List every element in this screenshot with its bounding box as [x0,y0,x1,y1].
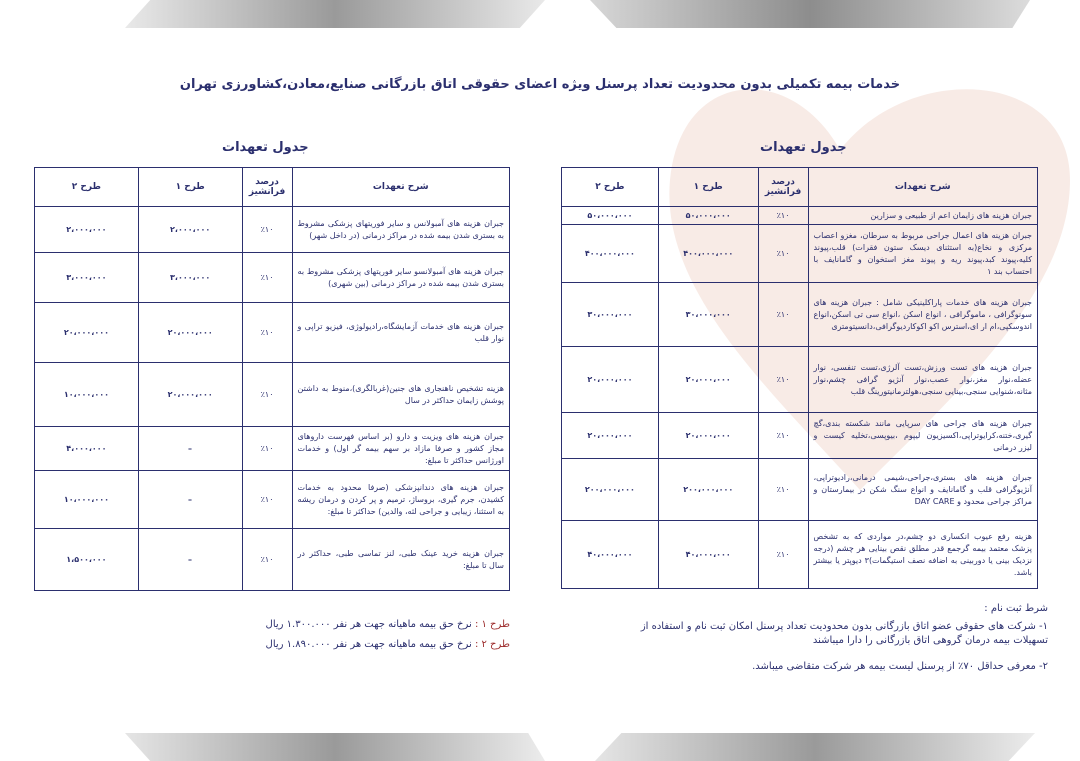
row-desc: هزینه تشخیص ناهنجاری های جنین(غربالگری)،منوط به داشتن پوشش زایمان حداکثر در سال [292,363,509,427]
row-franchise: ٪۱۰ [242,253,292,303]
left-table-heading: جدول تعهدات [222,140,309,155]
header-desc: شرح تعهدات [808,168,1037,207]
row-desc: جبران هزینه های آمبولانسو سایر فوریتهای پزشکی مشروط به بستری شدن بیمه شده در مراکز درمانی (بین شهری) [292,253,509,303]
registration-notes [640,602,1048,674]
row-plan1: ۳،۰۰۰،۰۰۰ [138,253,242,303]
bottom-right-band [595,733,1035,761]
right-table-heading: جدول تعهدات [760,140,847,155]
table-row [35,207,510,253]
header-franchise: درصد فرانشیز [758,168,808,207]
left-commitments-table [34,167,510,591]
plan-price-text: نرخ حق بیمه ماهیانه جهت هر نفر ۱.۳۰۰.۰۰۰ ریال [265,619,472,630]
table-row [35,427,510,471]
table-row [35,471,510,529]
row-plan1: ۲۰،۰۰۰،۰۰۰ [658,347,758,413]
row-plan1: ۲۰،۰۰۰،۰۰۰ [138,363,242,427]
row-plan1: ۵۰،۰۰۰،۰۰۰ [658,207,758,225]
row-franchise: ٪۱۰ [242,303,292,363]
table-header-row [562,168,1038,207]
row-franchise: ٪۱۰ [758,225,808,283]
table-row [35,303,510,363]
row-desc: جبران هزینه های دندانپزشکی (صرفا محدود به خدمات کشیدن، جرم گیری، بروساژ، ترمیم و پر کردن و درمان ریشه به استثنا، زیبایی و جراحی لثه، والدین) حداکثر تا مبلغ: [292,471,509,529]
header-plan1: طرح ۱ [138,168,242,207]
row-desc: جبران هزینه های خدمات آزمایشگاه،رادیولوژی، فیزیو تراپی و نوار قلب [292,303,509,363]
table-row [562,347,1038,413]
row-desc: جبران هزینه های آمبولانس و سایر فوریتهای پزشکی مشروط به بستری شدن بیمه شده در مراکز درمانی (در داخل شهر) [292,207,509,253]
table-row [562,413,1038,459]
row-franchise: ٪۱۰ [758,413,808,459]
registration-item-2: ۲- معرفی حداقل ۷۰٪ از پرسنل لیست بیمه هر شرکت متقاضی میباشد. [752,661,1048,672]
plan-price-text: نرخ حق بیمه ماهیانه جهت هر نفر ۱.۸۹۰.۰۰۰ ریال [265,639,472,650]
row-desc: جبران هزینه های اعمال جراحی مربوط به سرطان، مغزو اعصاب مرکزی و نخاع(به استثنای دیسک ستون فقرات) قلب،پیوند کلیه،پیوند کبد،پیوند ریه و پیوند مغز استخوان و گامانایف با احتساب بند ۱ [808,225,1037,283]
page-title: خدمات بیمه تکمیلی بدون محدودیت تعداد پرسنل ویژه اعضای حقوقی اتاق بازرگانی صنایع،معادن،کشاورزی تهران [179,77,901,92]
row-desc: جبران هزینه های جراحی های سرپایی مانند شکسته بندی،گچ گیری،ختنه،کرایوتراپی،اکسیزیون لیپوم ،بیوپسی،تخلیه کیست و لیزر درمانی [808,413,1037,459]
plan-price-2 [180,638,510,652]
row-plan2: ۴۰۰،۰۰۰،۰۰۰ [562,225,659,283]
table-header-row [35,168,510,207]
table-row [35,529,510,591]
row-plan1: – [138,427,242,471]
row-plan1: ۴۰۰،۰۰۰،۰۰۰ [658,225,758,283]
row-plan1: ۲،۰۰۰،۰۰۰ [138,207,242,253]
registration-item-1: ۱- شرکت های حقوقی عضو اتاق بازرگانی بدون محدودیت تعداد پرسنل امکان ثبت نام و استفاده از تسهیلات بیمه درمان گروهی اتاق بازرگانی را دارا میباشند [640,621,1048,646]
plan-label: طرح ۱ : [474,619,510,630]
row-franchise: ٪۱۰ [242,427,292,471]
row-franchise: ٪۱۰ [242,207,292,253]
table-row [35,363,510,427]
row-desc: جبران هزینه های تست ورزش،تست آلرژی،تست تنفسی، نوار عضله،نوار مغز،نوار عصب،نوار آنژیو گرافی چشم،نوار مثانه،شنوایی سنجی،بینایی سنجی،هولترمانیتورینگ قلب [808,347,1037,413]
top-left-band [125,0,545,28]
table-row [562,459,1038,521]
table-row [562,225,1038,283]
plan-label: طرح ۲ : [474,639,510,650]
row-franchise: ٪۱۰ [758,521,808,589]
header-plan2: طرح ۲ [35,168,139,207]
row-plan2: ۱،۵۰۰،۰۰۰ [35,529,139,591]
row-desc: جبران هزینه های زایمان اعم از طبیعی و سزارین [808,207,1037,225]
table-row [562,207,1038,225]
row-plan2: ۲۰،۰۰۰،۰۰۰ [562,413,659,459]
table-row [562,283,1038,347]
header-plan2: طرح ۲ [562,168,659,207]
row-plan2: ۵۰،۰۰۰،۰۰۰ [562,207,659,225]
row-plan2: ۳،۰۰۰،۰۰۰ [35,253,139,303]
row-plan2: ۲۰۰،۰۰۰،۰۰۰ [562,459,659,521]
row-franchise: ٪۱۰ [242,471,292,529]
row-plan1: ۲۰۰،۰۰۰،۰۰۰ [658,459,758,521]
header-plan1: طرح ۱ [658,168,758,207]
row-plan2: ۱۰،۰۰۰،۰۰۰ [35,471,139,529]
row-franchise: ٪۱۰ [758,459,808,521]
row-franchise: ٪۱۰ [758,207,808,225]
table-row [35,253,510,303]
row-plan1: – [138,471,242,529]
row-desc: جبران هزینه های بستری،جراحی،شیمی درمانی،رادیوتراپی، آنژیوگرافی قلب و گامانایف و انواع سنگ شکن در بیمارستان و مراکز جراحی محدود و DAY CARE [808,459,1037,521]
header-desc: شرح تعهدات [292,168,509,207]
row-plan1: ۳۰،۰۰۰،۰۰۰ [658,283,758,347]
row-franchise: ٪۱۰ [758,347,808,413]
row-plan2: ۲۰،۰۰۰،۰۰۰ [562,347,659,413]
table-row [562,521,1038,589]
row-desc: جبران هزینه های خدمات پاراکلینیکی شامل : جبران هزینه های سونوگرافی ، ماموگرافی ، انواع اسکن ،انواع سی تی اسکن،انواع اندوسکپی،ام ار ای،استرس اکو اکوکاردیوگرافی،دانسیتومتری [808,283,1037,347]
row-plan2: ۱۰،۰۰۰،۰۰۰ [35,363,139,427]
row-franchise: ٪۱۰ [758,283,808,347]
row-plan1: – [138,529,242,591]
row-desc: جبران هزینه خرید عینک طبی، لنز تماسی طبی، حداکثر در سال تا مبلغ: [292,529,509,591]
row-plan1: ۲۰،۰۰۰،۰۰۰ [658,413,758,459]
bottom-left-band [125,733,545,761]
registration-title: شرط ثبت نام : [984,603,1048,614]
row-plan2: ۲،۰۰۰،۰۰۰ [35,207,139,253]
row-plan1: ۲۰،۰۰۰،۰۰۰ [138,303,242,363]
row-plan2: ۳۰،۰۰۰،۰۰۰ [562,283,659,347]
plan-prices [180,618,510,652]
plan-price-1 [180,618,510,632]
top-right-band [590,0,1030,28]
row-plan1: ۴۰،۰۰۰،۰۰۰ [658,521,758,589]
row-plan2: ۴،۰۰۰،۰۰۰ [35,427,139,471]
row-plan2: ۴۰،۰۰۰،۰۰۰ [562,521,659,589]
row-desc: هزینه رفع عیوب انکساری دو چشم،در مواردی که به تشخص پزشک معتمد بیمه گرجمع قدر مطلق نقص بینایی هر چشم (درجه نزدیک بینی یا دوربینی به اضافه نصف استیگمات)۳ دیوپتر یا بیشتر باشد. [808,521,1037,589]
row-plan2: ۲۰،۰۰۰،۰۰۰ [35,303,139,363]
right-commitments-table [561,167,1038,589]
row-franchise: ٪۱۰ [242,363,292,427]
row-franchise: ٪۱۰ [242,529,292,591]
header-franchise: درصد فرانشیز [242,168,292,207]
row-desc: جبران هزینه های ویزیت و دارو (بر اساس فهرست داروهای مجاز کشور و صرفا مازاد بر سهم بیمه گر اول) و خدمات اورژانس حداکثر تا مبلغ: [292,427,509,471]
